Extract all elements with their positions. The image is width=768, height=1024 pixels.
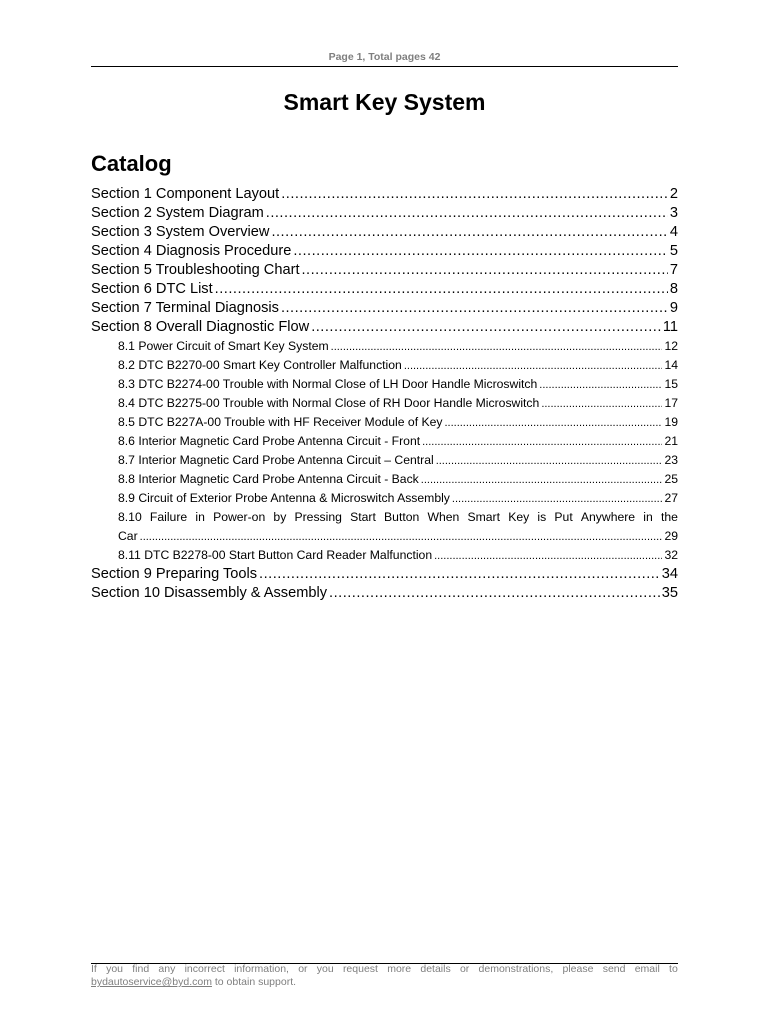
- toc-dot-leader: [444, 413, 662, 433]
- toc-entry-label: Section 5 Troubleshooting Chart: [91, 262, 300, 278]
- toc-entry-label: 8.3 DTC B2274-00 Trouble with Normal Close of LH Door Handle Microswitch: [118, 377, 538, 391]
- footer-word: details: [420, 963, 451, 975]
- toc-entry-page: 19: [664, 415, 678, 429]
- toc-entry-section-7[interactable]: [91, 299, 678, 318]
- toc-entry-page: 3: [669, 205, 678, 221]
- toc-entry-label: Section 10 Disassembly & Assembly: [91, 585, 328, 601]
- toc-entry-label: Section 8 Overall Diagnostic Flow: [91, 319, 310, 335]
- toc-entry-word: Put: [554, 510, 573, 524]
- toc-entry-page: 35: [661, 585, 678, 601]
- toc-entry-label: 8.7 Interior Magnetic Card Probe Antenna Circuit – Central: [118, 453, 434, 467]
- toc-subentry-8-6[interactable]: [91, 432, 678, 451]
- footer-support-text: to obtain support.: [211, 976, 297, 988]
- toc-entry-page: 27: [664, 491, 678, 505]
- toc-entry-word: the: [660, 510, 678, 524]
- toc-subentry-8-3[interactable]: [91, 375, 678, 394]
- footer-word: email: [634, 963, 660, 975]
- toc-subentry-8-4[interactable]: [91, 394, 678, 413]
- toc-dot-leader: [434, 546, 662, 566]
- toc-dot-leader: [293, 242, 668, 261]
- toc-subentry-8-2[interactable]: [91, 356, 678, 375]
- toc-entry-page: 4: [669, 224, 678, 240]
- toc-entry-page: 8: [669, 281, 678, 297]
- toc-entry-section-5[interactable]: [91, 261, 678, 280]
- table-of-contents: [91, 185, 678, 603]
- toc-entry-label: Section 9 Preparing Tools: [91, 566, 258, 582]
- toc-subentry-8-11[interactable]: [91, 546, 678, 565]
- toc-entry-page: 23: [664, 453, 678, 467]
- toc-entry-page: 2: [669, 186, 678, 202]
- toc-entry-label: Section 2 System Diagram: [91, 205, 264, 221]
- toc-entry-label: Section 7 Terminal Diagnosis: [91, 300, 279, 316]
- toc-subentry-8-1[interactable]: [91, 337, 678, 356]
- toc-dot-leader: [140, 527, 663, 547]
- toc-entry-word: in: [195, 510, 205, 524]
- toc-entry-page: 17: [664, 396, 678, 410]
- toc-subentry-8-10-line-1[interactable]: [91, 508, 678, 527]
- toc-entry-page: 29: [664, 529, 678, 543]
- toc-dot-leader: [404, 356, 663, 376]
- footer-word: more: [387, 963, 412, 975]
- footer-word: you: [316, 963, 334, 975]
- footer-word: you: [106, 963, 124, 975]
- toc-entry-label: 8.5 DTC B227A-00 Trouble with HF Receiver Module of Key: [118, 415, 443, 429]
- toc-entry-section-4[interactable]: [91, 242, 678, 261]
- toc-entry-page: 21: [664, 434, 678, 448]
- toc-entry-label: 8.9 Circuit of Exterior Probe Antenna & Microswitch Assembly: [118, 491, 450, 505]
- toc-entry-label: Section 3 System Overview: [91, 224, 270, 240]
- toc-dot-leader: [331, 337, 663, 357]
- toc-entry-page: 12: [664, 339, 678, 353]
- toc-entry-word: in: [643, 510, 653, 524]
- toc-entry-word: Pressing: [294, 510, 342, 524]
- toc-dot-leader: [436, 451, 663, 471]
- footer-word: send: [602, 963, 626, 975]
- toc-subentry-8-9[interactable]: [91, 489, 678, 508]
- toc-entry-section-1[interactable]: [91, 185, 678, 204]
- toc-subentry-8-5[interactable]: [91, 413, 678, 432]
- toc-entry-section-9[interactable]: [91, 565, 678, 584]
- toc-dot-leader: [302, 261, 668, 280]
- header-divider: [91, 66, 678, 67]
- toc-entry-word: Smart: [467, 510, 501, 524]
- toc-dot-leader: [266, 204, 668, 223]
- toc-entry-word: Key: [508, 510, 530, 524]
- toc-dot-leader: [422, 432, 662, 452]
- toc-dot-leader: [311, 318, 661, 337]
- toc-entry-label: Car: [118, 529, 138, 543]
- toc-entry-label: 8.8 Interior Magnetic Card Probe Antenna Circuit - Back: [118, 472, 419, 486]
- support-email-link[interactable]: bydautoservice@byd.com: [91, 976, 212, 988]
- toc-entry-page: 7: [669, 262, 678, 278]
- document-title: Smart Key System: [283, 89, 486, 115]
- toc-entry-page: 15: [664, 377, 678, 391]
- footer-notice: [91, 963, 678, 976]
- toc-entry-label: Section 1 Component Layout: [91, 186, 280, 202]
- footer-word: find: [132, 963, 150, 975]
- page-number-header: Page 1, Total pages 42: [328, 51, 441, 63]
- toc-entry-page: 11: [662, 319, 678, 335]
- toc-entry-page: 25: [664, 472, 678, 486]
- toc-dot-leader: [539, 375, 662, 395]
- toc-entry-word: Power-on: [213, 510, 266, 524]
- toc-entry-label: 8.1 Power Circuit of Smart Key System: [118, 339, 329, 353]
- catalog-heading: Catalog: [91, 151, 172, 176]
- toc-entry-section-8[interactable]: [91, 318, 678, 337]
- toc-entry-word: by: [273, 510, 287, 524]
- toc-subentry-8-10-line-2[interactable]: [91, 527, 678, 546]
- toc-entry-label: 8.11 DTC B2278-00 Start Button Card Reader Malfunction: [118, 548, 433, 562]
- toc-entry-section-2[interactable]: [91, 204, 678, 223]
- toc-entry-word: Failure: [149, 510, 188, 524]
- footer-word: information,: [234, 963, 289, 975]
- footer-word: request: [342, 963, 378, 975]
- toc-entry-label: 8.6 Interior Magnetic Card Probe Antenna Circuit - Front: [118, 434, 421, 448]
- toc-dot-leader: [281, 299, 668, 318]
- footer-word: please: [562, 963, 594, 975]
- toc-entry-word: Button: [384, 510, 420, 524]
- footer-word: demonstrations,: [478, 963, 554, 975]
- toc-entry-section-3[interactable]: [91, 223, 678, 242]
- toc-entry-word: 8.10: [118, 510, 142, 524]
- footer-notice-line-2: [91, 976, 678, 989]
- toc-dot-leader: [541, 394, 662, 414]
- toc-entry-word: When: [427, 510, 460, 524]
- footer-word: or: [298, 963, 308, 975]
- toc-dot-leader: [329, 584, 660, 603]
- footer-word: incorrect: [184, 963, 225, 975]
- footer-word: or: [459, 963, 470, 975]
- toc-entry-label: [118, 508, 678, 527]
- page-footer: [91, 963, 678, 989]
- toc-entry-section-10[interactable]: [91, 584, 678, 603]
- footer-word: If: [91, 963, 97, 975]
- toc-entry-page: 5: [669, 243, 678, 259]
- toc-entry-label: 8.2 DTC B2270-00 Smart Key Controller Malfunction: [118, 358, 402, 372]
- toc-entry-label: Section 4 Diagnosis Procedure: [91, 243, 292, 259]
- toc-dot-leader: [271, 223, 667, 242]
- toc-entry-word: is: [537, 510, 547, 524]
- toc-dot-leader: [421, 470, 663, 490]
- toc-dot-leader: [281, 185, 668, 204]
- toc-entry-page: 32: [664, 548, 678, 562]
- toc-entry-section-6[interactable]: [91, 280, 678, 299]
- footer-word: to: [669, 963, 678, 975]
- toc-entry-page: 34: [661, 566, 678, 582]
- toc-entry-page: 14: [664, 358, 678, 372]
- footer-word: any: [158, 963, 176, 975]
- toc-entry-label: Section 6 DTC List: [91, 281, 213, 297]
- toc-subentry-8-8[interactable]: [91, 470, 678, 489]
- toc-entry-word: Anywhere: [580, 510, 636, 524]
- toc-dot-leader: [259, 565, 660, 584]
- toc-dot-leader: [452, 489, 663, 509]
- toc-entry-word: Start: [350, 510, 376, 524]
- toc-entry-page: 9: [669, 300, 678, 316]
- toc-dot-leader: [215, 280, 668, 299]
- toc-entry-label: 8.4 DTC B2275-00 Trouble with Normal Close of RH Door Handle Microswitch: [118, 396, 540, 410]
- toc-subentry-8-7[interactable]: [91, 451, 678, 470]
